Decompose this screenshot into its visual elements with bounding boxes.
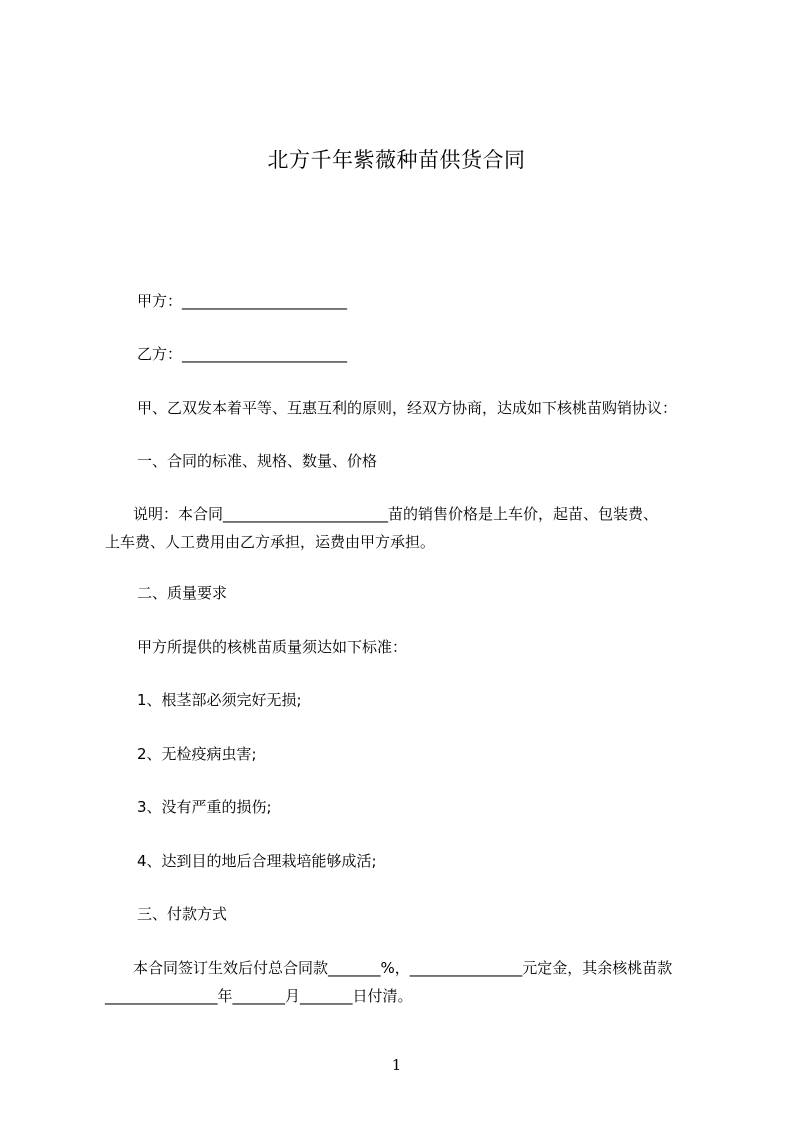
party-b-line: 乙方：______________________	[137, 345, 348, 363]
price-note-line-2: 上车费、人工费用由乙方承担，运费由甲方承担。	[105, 533, 436, 551]
payment-line-1: 本合同签订生效后付总合同款_______%，_______________元定金，其余核桃苗款	[133, 959, 673, 977]
quality-item-1: 1、根茎部必须完好无损;	[137, 691, 302, 709]
section-1-heading: 一、合同的标准、规格、数量、价格	[137, 452, 378, 470]
section-3-heading: 三、付款方式	[137, 905, 228, 923]
quality-intro: 甲方所提供的核桃苗质量须达如下标准：	[137, 638, 408, 656]
page-number: 1	[391, 1056, 402, 1074]
price-note-line-1: 说明：本合同______________________苗的销售价格是上车价，起苗、包装费、	[133, 505, 659, 523]
quality-item-2: 2、无检疫病虫害;	[137, 745, 257, 763]
agreement-intro: 甲、乙双发本着平等、互惠互利的原则，经双方协商，达成如下核桃苗购销协议：	[137, 399, 678, 417]
payment-line-2: _______________年_______月_______日付清。	[105, 987, 413, 1005]
section-2-heading: 二、质量要求	[137, 584, 228, 602]
document-title: 北方千年紫薇种苗供货合同	[267, 148, 526, 172]
party-a-line: 甲方：______________________	[137, 292, 348, 310]
quality-item-4: 4、达到目的地后合理栽培能够成活;	[137, 852, 377, 870]
quality-item-3: 3、没有严重的损伤;	[137, 798, 272, 816]
